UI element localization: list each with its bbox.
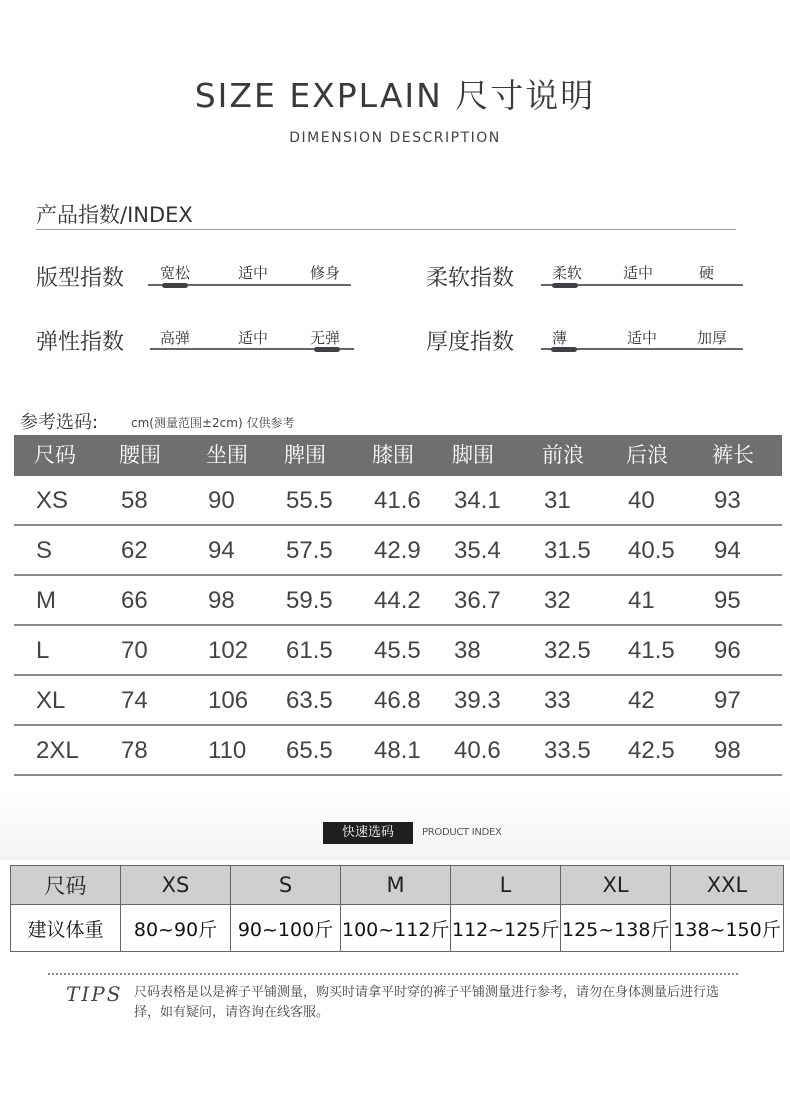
size-table-cell: 58	[121, 487, 148, 514]
index-thickness-name: 厚度指数	[426, 330, 515, 355]
size-table-cell: 94	[714, 537, 741, 564]
size-table-row	[14, 576, 782, 626]
size-table-cell: 40.5	[628, 537, 675, 564]
index-divider	[36, 229, 736, 230]
size-table-cell: 44.2	[374, 587, 421, 614]
index-elasticity-option: 适中	[238, 329, 269, 347]
tips-label: TIPS	[66, 982, 123, 1006]
size-table-cell: 32	[544, 587, 571, 614]
size-table-cell: 41	[628, 587, 655, 614]
size-table-cell: 33	[544, 687, 571, 714]
page-subtitle: DIMENSION DESCRIPTION	[289, 130, 501, 146]
size-table	[14, 435, 782, 776]
size-table-cell: 78	[121, 737, 148, 764]
size-table-cell: 48.1	[374, 737, 421, 764]
index-elasticity-marker	[314, 347, 340, 352]
size-table-cell: 41.5	[628, 637, 675, 664]
size-table-cell: 102	[208, 637, 249, 664]
index-thickness-option: 适中	[627, 329, 658, 347]
index-softness-marker	[552, 283, 578, 288]
weight-table-header-cell: XXL	[671, 866, 784, 905]
size-table-cell: 34.1	[454, 487, 501, 514]
size-table-header-cell: 裤长	[712, 443, 754, 467]
size-table-header-cell: 前浪	[542, 443, 584, 467]
size-table-cell: 110	[208, 737, 247, 764]
size-table-row	[14, 726, 782, 776]
weight-table-row	[11, 905, 784, 952]
index-fit-name: 版型指数	[36, 266, 125, 291]
size-table-cell: 55.5	[286, 487, 333, 514]
index-elasticity-name: 弹性指数	[36, 330, 125, 355]
weight-table	[10, 865, 784, 952]
size-table-cell: 106	[208, 687, 249, 714]
size-table-cell: 90	[208, 487, 235, 514]
tips-text: 尺码表格是以是裤子平铺测量，购买时请拿平时穿的裤子平铺测量进行参考，请勿在身体测量后进行选择，如有疑问，请咨询在线客服。	[134, 985, 720, 1020]
size-table-cell: 97	[714, 687, 741, 714]
weight-table-cell: 80~90斤	[121, 905, 231, 952]
size-table-cell: 45.5	[374, 637, 421, 664]
size-table-cell: 94	[208, 537, 235, 564]
size-table-cell: M	[36, 587, 56, 614]
size-table-cell: 42.9	[374, 537, 421, 564]
weight-table-header-row	[11, 866, 784, 905]
size-table-cell: 32.5	[544, 637, 591, 664]
weight-table-cell: 138~150斤	[671, 905, 784, 952]
weight-table-header-cell: M	[341, 866, 451, 905]
size-table-header-cell: 尺码	[34, 443, 76, 467]
index-fit-option: 宽松	[160, 264, 191, 282]
size-table-cell: 65.5	[286, 737, 333, 764]
size-table-cell: 42	[628, 687, 655, 714]
size-table-row	[14, 476, 782, 526]
size-table-cell: XS	[36, 487, 69, 514]
index-softness-option: 柔软	[552, 264, 583, 282]
weight-table-cell: 90~100斤	[231, 905, 341, 952]
size-table-cell: 46.8	[374, 687, 421, 714]
size-table-row	[14, 626, 782, 676]
weight-table-header-cell: XL	[561, 866, 671, 905]
size-table-header-cell: 脚围	[452, 443, 494, 467]
size-table-cell: 40.6	[454, 737, 501, 764]
size-reference-label: 参考选码:	[20, 412, 99, 433]
page-title: SIZE EXPLAIN 尺寸说明	[194, 76, 596, 115]
quick-select-badge: 快速选码	[323, 822, 413, 844]
size-table-header-cell: 膝围	[372, 443, 414, 467]
weight-table-header-cell: L	[451, 866, 561, 905]
size-table-cell: 42.5	[628, 737, 675, 764]
size-table-header-cell: 坐围	[206, 443, 248, 467]
size-table-header-cell: 腰围	[119, 443, 161, 467]
size-table-cell: 93	[714, 487, 741, 514]
weight-table-cell: 100~112斤	[341, 905, 451, 952]
size-table-cell: 70	[121, 637, 148, 664]
weight-table-cell: 建议体重	[11, 905, 121, 952]
size-table-cell: 2XL	[36, 737, 79, 764]
index-fit-option: 修身	[310, 264, 341, 282]
size-table-cell: 66	[121, 587, 148, 614]
size-table-cell: 41.6	[374, 487, 421, 514]
size-table-cell: 35.4	[454, 537, 501, 564]
size-table-cell: 38	[454, 637, 481, 664]
size-table-header	[14, 435, 782, 476]
weight-table-cell: 112~125斤	[451, 905, 561, 952]
tips-divider	[48, 973, 738, 975]
size-table-cell: 98	[208, 587, 235, 614]
size-table-cell: 63.5	[286, 687, 333, 714]
index-fit-marker	[162, 283, 188, 288]
size-table-header-cell: 脾围	[284, 443, 326, 467]
size-table-cell: 57.5	[286, 537, 333, 564]
weight-table-header-cell: XS	[121, 866, 231, 905]
index-softness-option: 适中	[623, 264, 654, 282]
weight-table-cell: 125~138斤	[561, 905, 671, 952]
size-table-cell: 59.5	[286, 587, 333, 614]
weight-table-header-cell: S	[231, 866, 341, 905]
size-table-cell: 40	[628, 487, 655, 514]
index-thickness-marker	[551, 347, 577, 352]
size-table-cell: 39.3	[454, 687, 501, 714]
weight-table-header-cell: 尺码	[11, 866, 121, 905]
index-thickness-option: 薄	[552, 329, 568, 347]
size-table-cell: 96	[714, 637, 741, 664]
size-table-cell: L	[36, 637, 50, 664]
index-elasticity-option: 无弹	[310, 329, 341, 347]
quick-select-subtitle: PRODUCT INDEX	[422, 827, 502, 838]
size-table-cell: 33.5	[544, 737, 591, 764]
size-table-cell: 31	[544, 487, 571, 514]
index-elasticity-option: 高弹	[160, 329, 191, 347]
size-table-cell: 31.5	[544, 537, 591, 564]
size-table-cell: 62	[121, 537, 148, 564]
size-table-cell: 36.7	[454, 587, 501, 614]
index-fit-option: 适中	[238, 264, 269, 282]
size-table-row	[14, 526, 782, 576]
size-table-cell: S	[36, 537, 53, 564]
index-softness-option: 硬	[699, 264, 715, 282]
size-table-cell: 61.5	[286, 637, 333, 664]
size-table-cell: 74	[121, 687, 148, 714]
size-table-cell: XL	[36, 687, 66, 714]
product-index-heading: 产品指数/INDEX	[36, 203, 193, 227]
size-table-cell: 95	[714, 587, 741, 614]
size-table-cell: 98	[714, 737, 741, 764]
size-table-row	[14, 676, 782, 726]
index-softness-name: 柔软指数	[426, 266, 515, 291]
size-table-header-cell: 后浪	[626, 443, 668, 467]
size-reference-note: cm(测量范围±2cm) 仅供参考	[131, 416, 295, 430]
index-thickness-option: 加厚	[697, 329, 728, 347]
